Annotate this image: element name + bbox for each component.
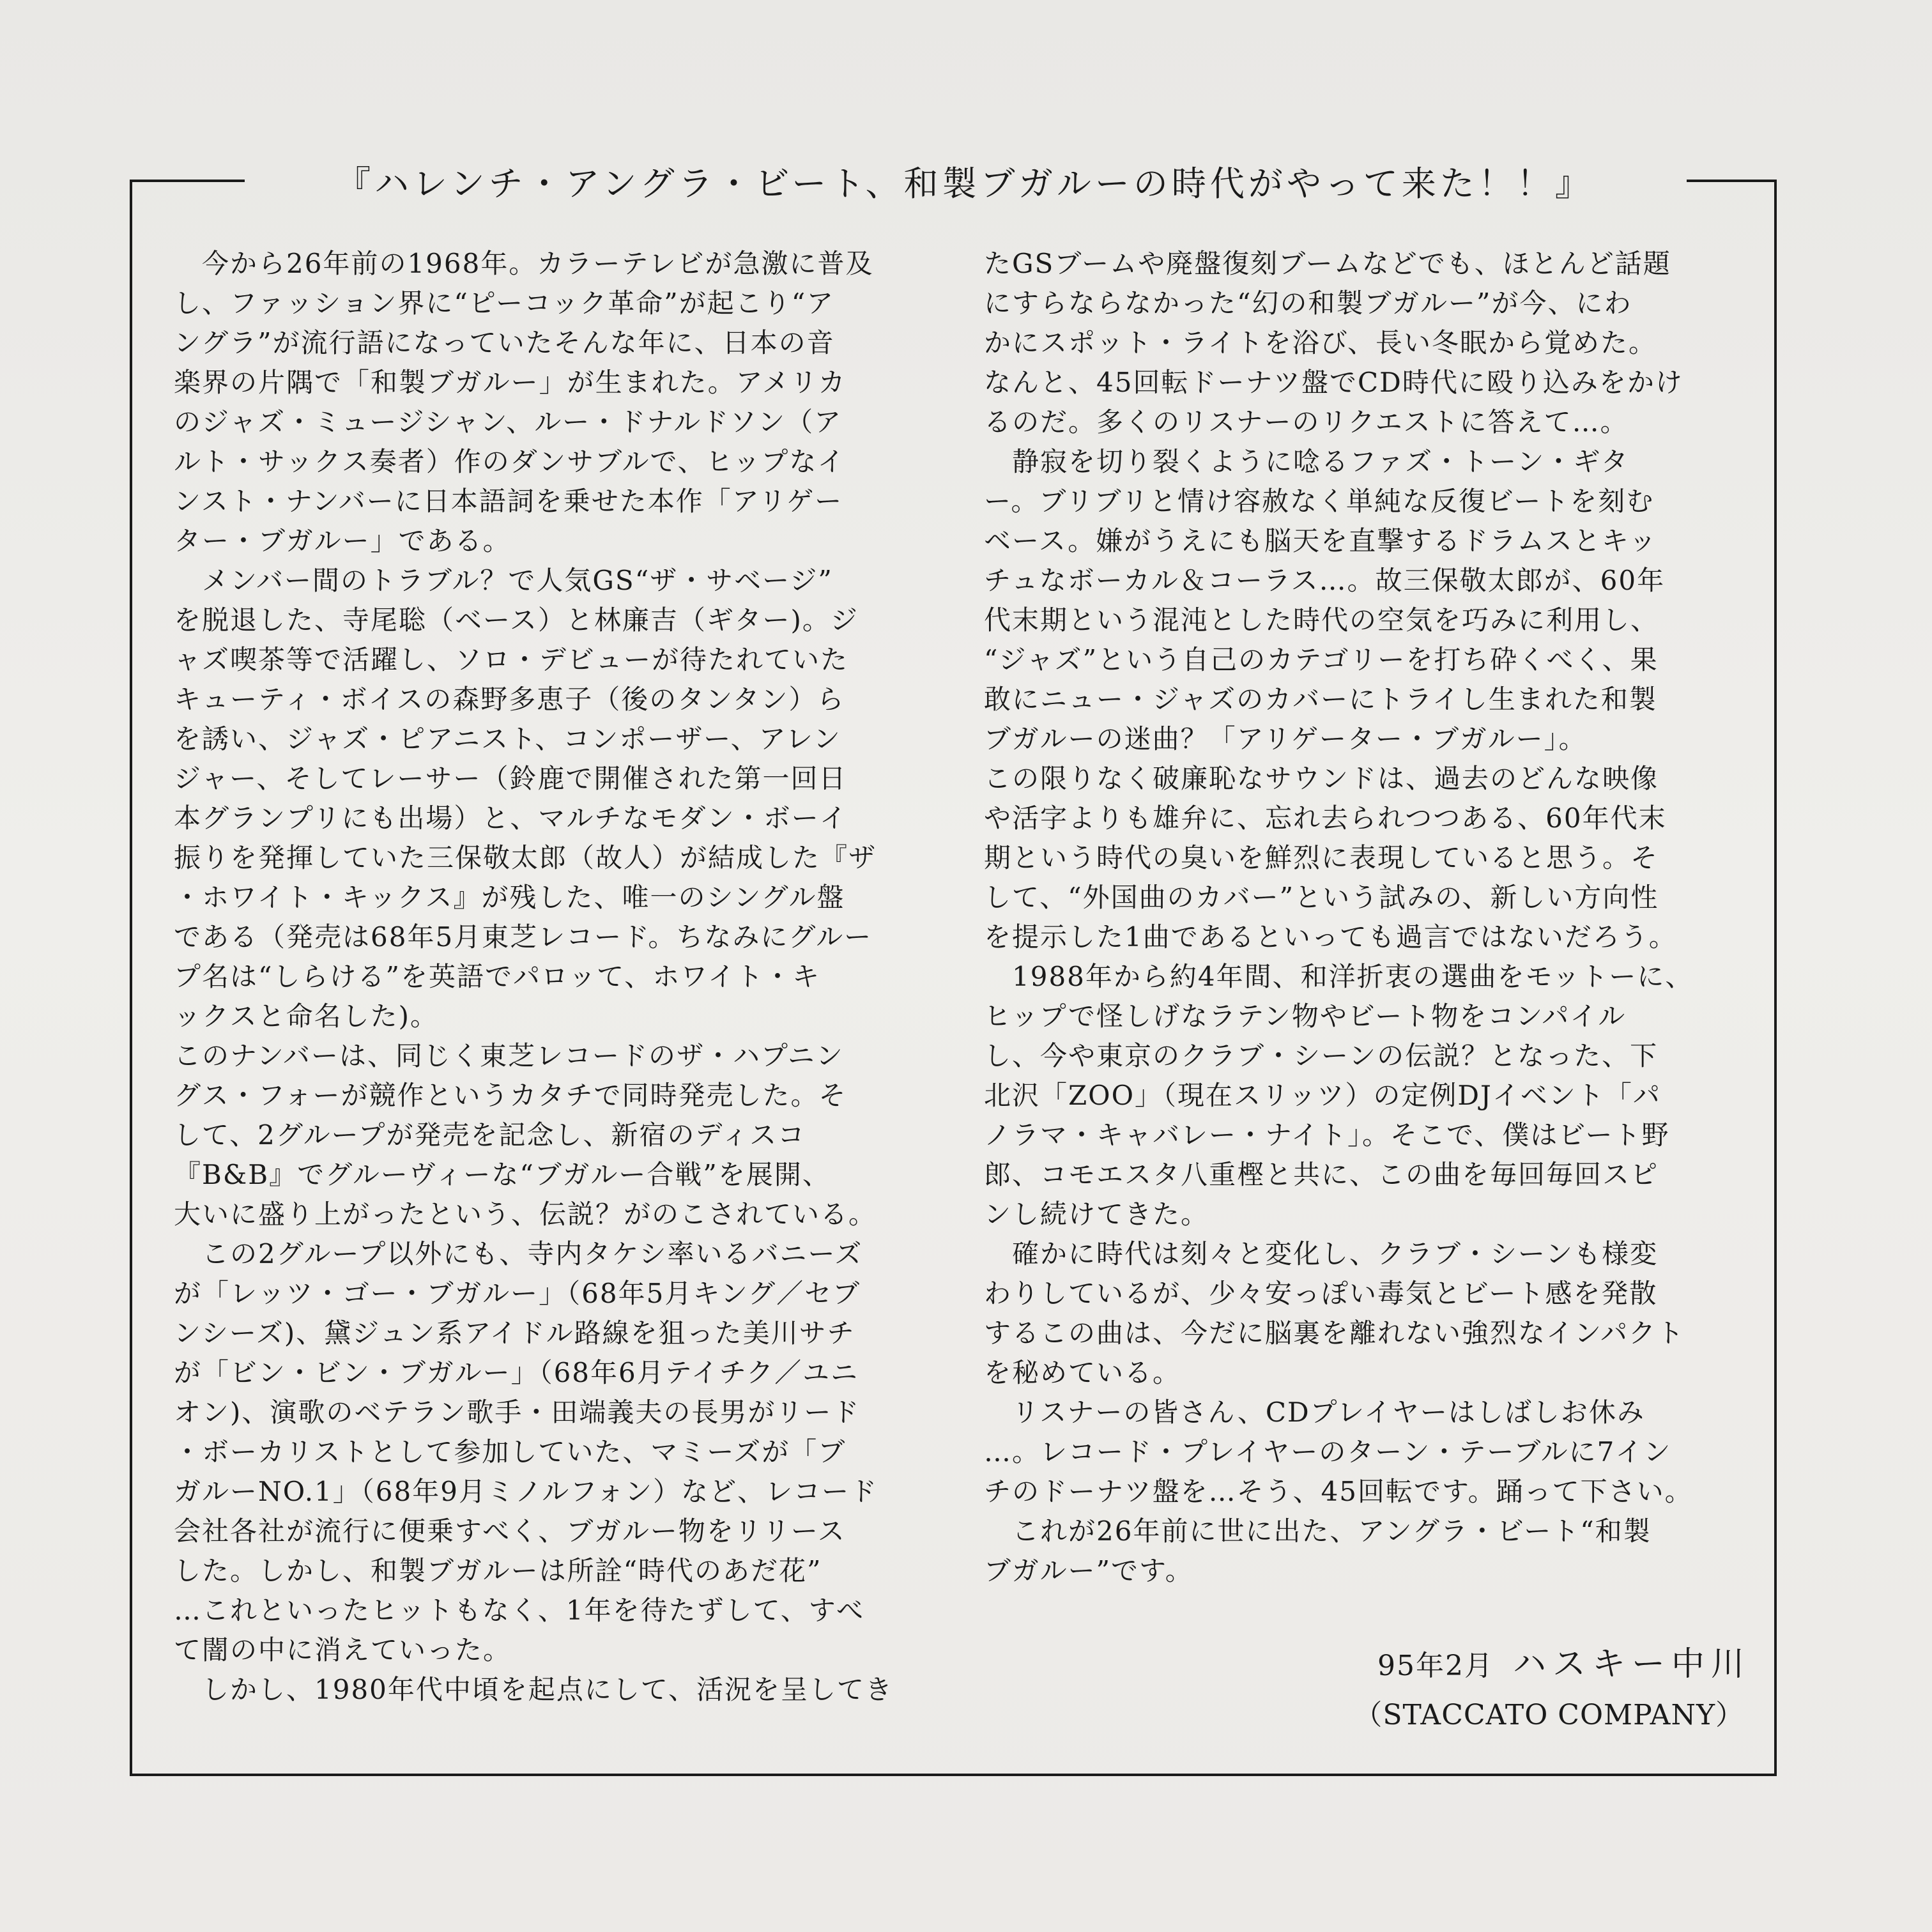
signature-line <box>984 1639 1751 1690</box>
signature-author: ハスキー中川 <box>1512 1645 1751 1683</box>
text-line: ングラ”が流行語になっていたそんな年に、日本の音 <box>174 327 835 358</box>
text-line: 楽界の片隅で「和製ブガルー」が生まれた。アメリカ <box>174 367 847 398</box>
text-line: このナンバーは、同じく東芝レコードのザ・ハプニン <box>174 1040 844 1071</box>
text-line: 大いに盛り上がったという、伝説？がのこされている。 <box>174 1199 877 1230</box>
text-line: 『B&B』でグルーヴィーな“ブガルー合戦”を展開、 <box>174 1159 831 1190</box>
right-column <box>984 244 1751 1591</box>
text-line: ベース。嫌がうえにも脳天を直撃するドラムスとキッ <box>984 525 1657 556</box>
text-line: するこの曲は、今だに脳裏を離れない強烈なインパクト <box>984 1317 1685 1349</box>
frame-top-rule-left <box>130 180 245 182</box>
text-line: である（発売は68年5月東芝レコード。ちなみにグルー <box>174 921 873 953</box>
text-line: 振りを発揮していた三保敬太郎（故人）が結成した『ザ <box>174 842 877 873</box>
text-line: 静寂を切り裂くように唸るファズ・トーン・ギタ <box>984 446 1629 477</box>
article-title: 『ハレンチ・アングラ・ビート、和製ブガルーの時代がやって来た！！』 <box>336 164 1593 204</box>
text-line: て闇の中に消えていった。 <box>174 1634 512 1666</box>
text-line: 1988年から約4年間、和洋折衷の選曲をモットーに、 <box>984 961 1694 992</box>
text-line: ・ボーカリストとして参加していた、マミーズが「ブ <box>174 1436 847 1468</box>
text-line: わりしているが、少々安っぽい毒気とビート感を発散 <box>984 1278 1658 1309</box>
text-line: メンバー間のトラブル？で人気GS“ザ・サベージ” <box>174 565 833 596</box>
signature-block <box>984 1639 1751 1741</box>
text-line: 会社各社が流行に便乗すべく、ブガルー物をリリース <box>174 1515 846 1547</box>
text-line: して、“外国曲のカバー”という試みの、新しい方向性 <box>984 882 1659 913</box>
text-line: を脱退した、寺尾聡（ベース）と林廉吉（ギター)。ジ <box>174 604 859 636</box>
text-line: して、2グループが発売を記念し、新宿のディスコ <box>174 1119 806 1151</box>
text-line: 北沢「ZOO」（現在スリッツ）の定例DJイベント「パ <box>984 1080 1661 1111</box>
text-line: や活字よりも雄弁に、忘れ去られつつある、60年代末 <box>984 802 1667 834</box>
text-line: るのだ。多くのリスナーのリクエストに答えて…。 <box>984 406 1629 438</box>
text-line: ンシーズ)、黛ジュン系アイドル路線を狙った美川サチ <box>174 1317 855 1349</box>
text-line: 代末期という混沌とした時代の空気を巧みに利用し、 <box>984 604 1659 636</box>
text-line: グス・フォーが競作というカタチで同時発売した。そ <box>174 1080 847 1111</box>
text-line: ノラマ・キャバレー・ナイト」。そこで、僕はビート野 <box>984 1119 1670 1151</box>
signature-company-line <box>984 1690 1751 1741</box>
left-column <box>174 244 940 1710</box>
text-line: し、今や東京のクラブ・シーンの伝説？となった、下 <box>984 1040 1659 1071</box>
text-line: ジャー、そしてレーサー（鈴鹿で開催された第一回日 <box>174 763 847 794</box>
text-line: した。しかし、和製ブガルーは所詮“時代のあだ花” <box>174 1555 822 1586</box>
text-line: ・ホワイト・キックス』が残した、唯一のシングル盤 <box>174 882 845 913</box>
frame-top-rule-right <box>1687 180 1777 182</box>
text-line: この2グループ以外にも、寺内タケシ率いるバニーズ <box>174 1238 863 1269</box>
text-line: かにスポット・ライトを浴び、長い冬眠から覚めた。 <box>984 327 1657 358</box>
text-line: プ名は“しらける”を英語でパロッて、ホワイト・キ <box>174 961 821 992</box>
text-line: …。レコード・プレイヤーのターン・テーブルに7イン <box>984 1436 1672 1468</box>
text-line: 期という時代の臭いを鮮烈に表現していると思う。そ <box>984 842 1659 873</box>
text-line: 郎、コモエスタ八重樫と共に、この曲を毎回毎回スピ <box>984 1159 1659 1190</box>
text-line: キューティ・ボイスの森野多恵子（後のタンタン）ら <box>174 684 845 715</box>
text-line: を誘い、ジャズ・ピアニスト、コンポーザー、アレン <box>174 723 841 755</box>
text-line: チのドーナツ盤を…そう、45回転です。踊って下さい。 <box>984 1476 1693 1507</box>
text-line: が「レッツ・ゴー・ブガルー」（68年5月キング／セブ <box>174 1278 861 1309</box>
text-line: “ジャズ”という自己のカテゴリーを打ち砕くべく、果 <box>984 644 1659 675</box>
text-line: ヒップで怪しげなラテン物やビート物をコンパイル <box>984 1000 1627 1032</box>
text-line: ックスと命名した)。 <box>174 1000 438 1032</box>
text-line: を提示した1曲であるといっても過言ではないだろう。 <box>984 921 1677 953</box>
text-line: ー。ブリブリと情け容赦なく単純な反復ビートを刻む <box>984 486 1655 517</box>
text-line: 確かに時代は刻々と変化し、クラブ・シーンも様変 <box>984 1238 1659 1269</box>
text-line: オン)、演歌のベテラン歌手・田端義夫の長男がリード <box>174 1397 861 1428</box>
text-line: しかし、1980年代中頃を起点にして、活況を呈してき <box>174 1674 894 1705</box>
text-line: にすらならなかった“幻の和製ブガルー”が今、にわ <box>984 288 1632 319</box>
text-line: 敢にニュー・ジャズのカバーにトライし生まれた和製 <box>984 684 1657 715</box>
text-line: ター・ブガルー」である。 <box>174 525 511 556</box>
text-line: ルト・サックス奏者）作のダンサブルで、ヒップなイ <box>174 446 846 477</box>
text-line: 本グランプリにも出場）と、マルチなモダン・ボーイ <box>174 802 848 834</box>
text-line: ャズ喫茶等で活躍し、ソロ・デビューが待たれていた <box>174 644 849 675</box>
text-line: を秘めている。 <box>984 1357 1181 1388</box>
text-line: し、ファッション界に“ピーコック革命”が起こり“ア <box>174 288 835 319</box>
text-line: なんと、45回転ドーナツ盤でCD時代に殴り込みをかけ <box>984 367 1683 398</box>
signature-company: （STACCATO COMPANY） <box>1354 1699 1744 1731</box>
text-line: が「ビン・ビン・ブガルー」（68年6月テイチク／ユニ <box>174 1357 859 1388</box>
text-line: ガルーNO.1」（68年9月ミノルフォン）など、レコード <box>174 1476 878 1507</box>
text-line: リスナーの皆さん、CDプレイヤーはしばしお休み <box>984 1397 1645 1428</box>
text-line: この限りなく破廉恥なサウンドは、過去のどんな映像 <box>984 763 1659 794</box>
text-line: 今から26年前の1968年。カラーテレビが急激に普及 <box>174 248 874 279</box>
signature-date: 95年2月 <box>1377 1650 1494 1682</box>
text-line: のジャズ・ミュージシャン、ルー・ドナルドソン（ア <box>174 406 843 438</box>
text-line: たGSブームや廃盤復刻ブームなどでも、ほとんど話題 <box>984 248 1671 279</box>
text-line: チュなボーカル＆コーラス…。故三保敬太郎が、60年 <box>984 565 1666 596</box>
text-line: ブガルーの迷曲？「アリゲーター・ブガルー」。 <box>984 723 1587 755</box>
text-line: これが26年前に世に出た、アングラ・ビート“和製 <box>984 1515 1652 1547</box>
text-line: ブガルー”です。 <box>984 1555 1193 1586</box>
text-line: ンし続けてきた。 <box>984 1199 1209 1230</box>
text-line: …これといったヒットもなく、1年を待たずして、すべ <box>174 1595 864 1626</box>
text-line: ンスト・ナンバーに日本語詞を乗せた本作「アリゲー <box>174 486 843 517</box>
